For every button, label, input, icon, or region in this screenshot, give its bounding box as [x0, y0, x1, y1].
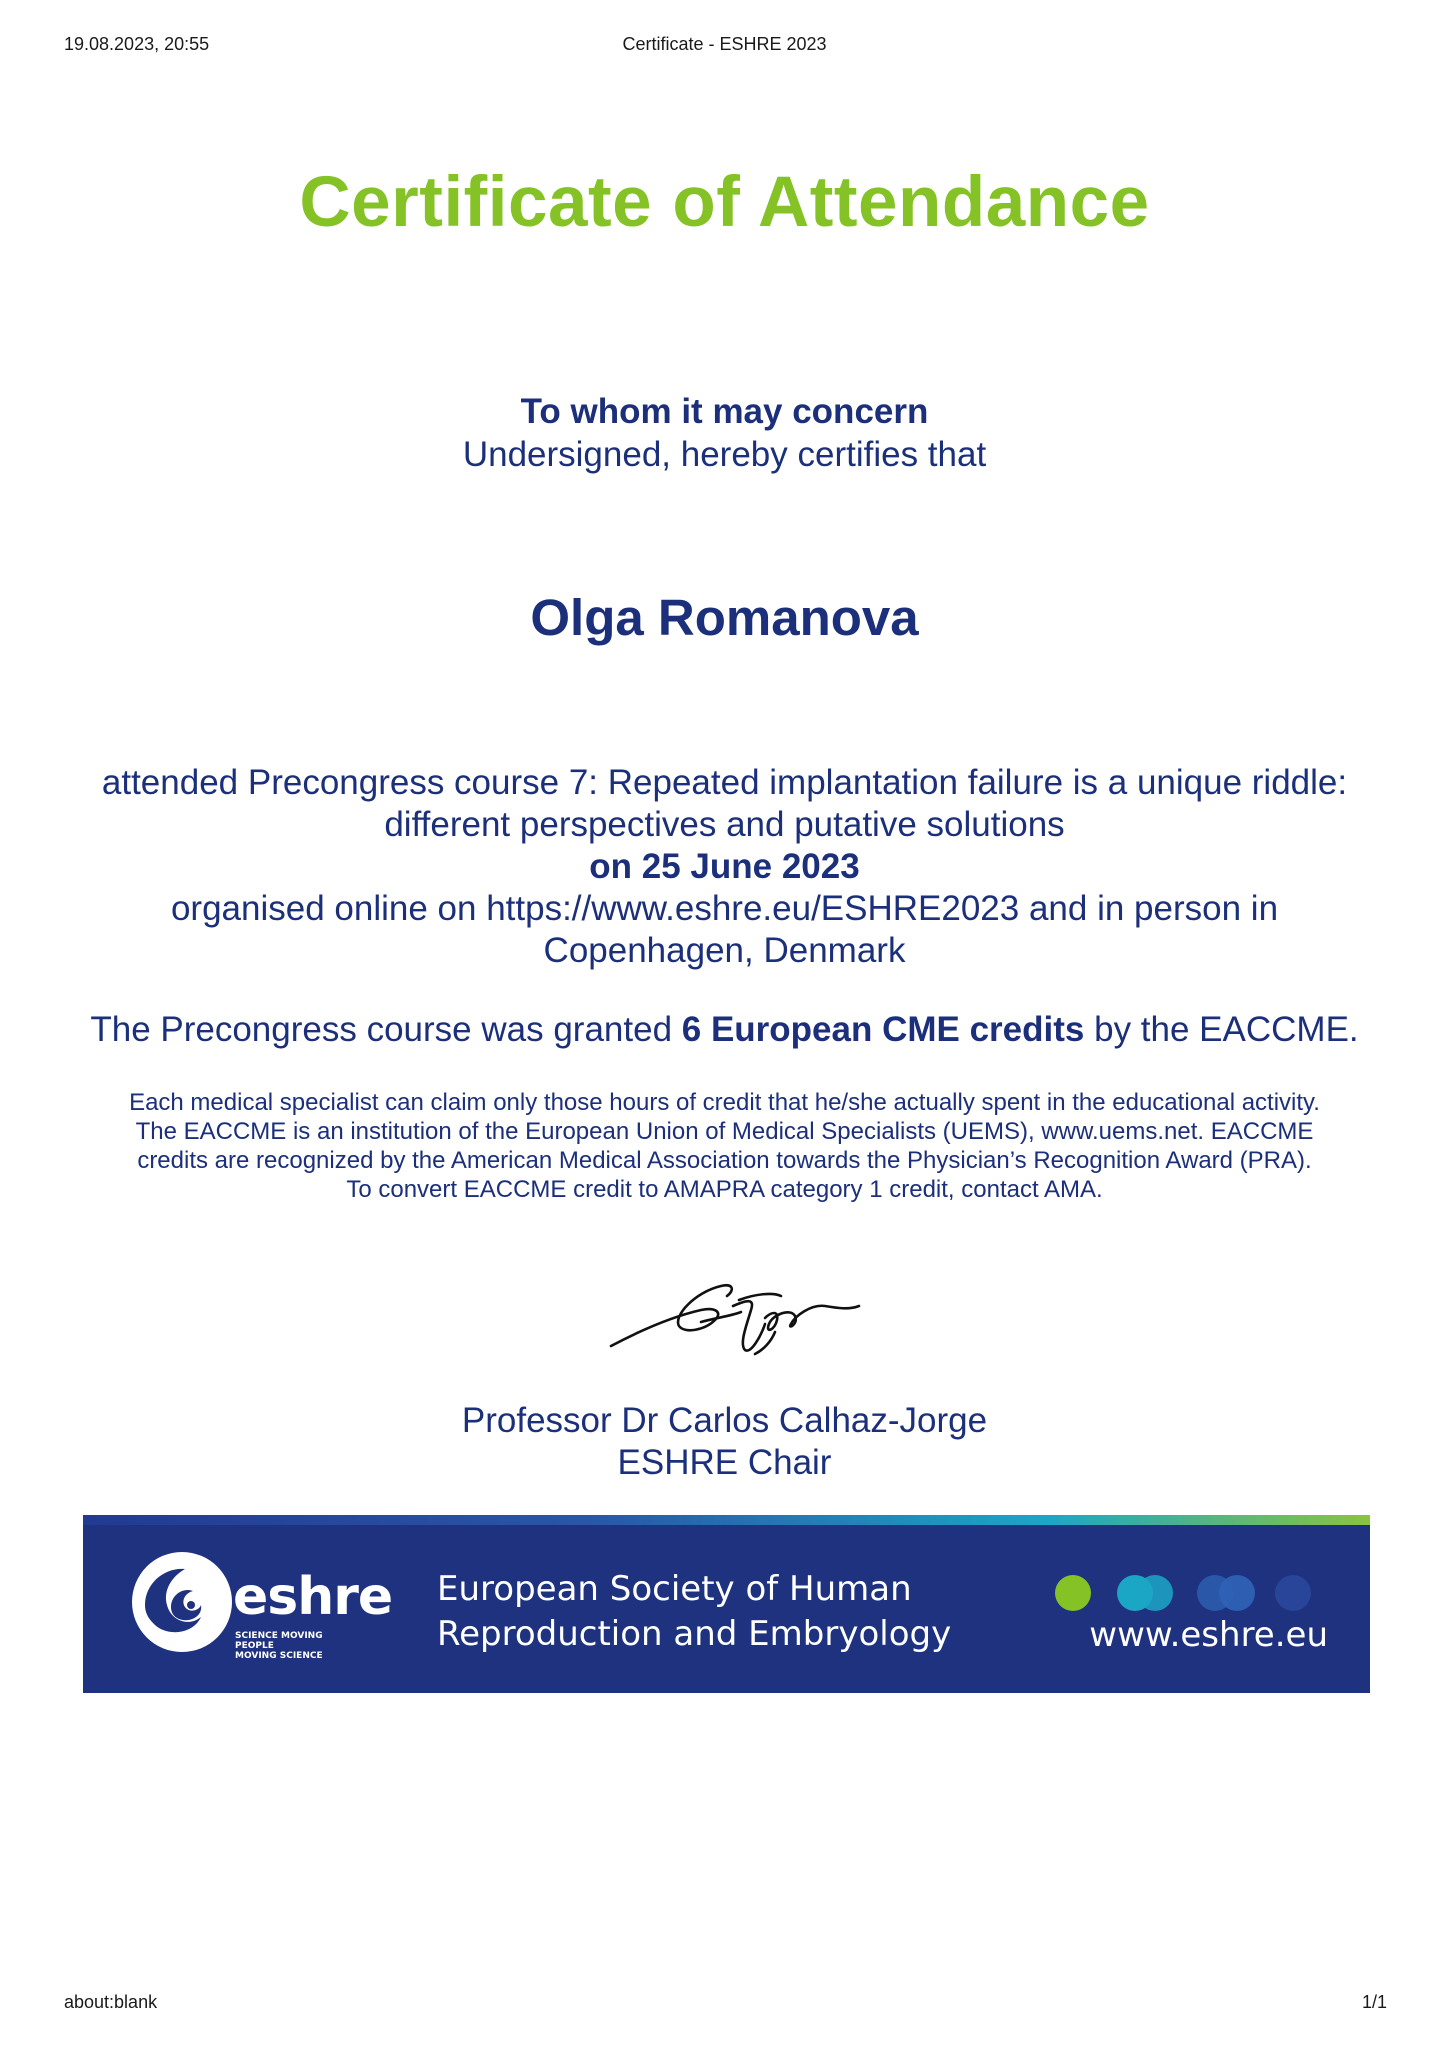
print-header [0, 34, 1449, 64]
logo-tagline-line: SCIENCE MOVING [235, 1631, 323, 1641]
course-line-2: different perspectives and putative solutions [384, 805, 1065, 844]
course-line-1: attended Precongress course 7: Repeated implantation failure is a unique riddle: [101, 763, 1348, 802]
signer-role: ESHRE Chair [617, 1443, 832, 1482]
logo-tagline-line: MOVING SCIENCE [235, 1651, 323, 1661]
logo-wordmark: eshre [233, 1567, 393, 1627]
print-datetime: 19.08.2023, 20:55 [64, 34, 210, 54]
print-footer [0, 1992, 1449, 2022]
venue-line-2: Copenhagen, Denmark [543, 931, 906, 970]
print-page-number: 1/1 [1361, 1992, 1387, 2012]
society-name [437, 1567, 951, 1657]
banner-gradient-stripe [83, 1515, 1370, 1525]
signer-name: Professor Dr Carlos Calhaz-Jorge [461, 1401, 988, 1440]
credits-statement [0, 1010, 1449, 1050]
society-line-2: Reproduction and Embryology [437, 1614, 952, 1654]
print-doc-title: Certificate - ESHRE 2023 [622, 34, 827, 54]
decorative-dots-icon [1053, 1573, 1353, 1613]
society-line-1: European Society of Human [437, 1569, 912, 1609]
website-text: www.eshre.eu [1089, 1615, 1328, 1655]
course-date: on 25 June 2023 [589, 847, 860, 886]
signer-block [0, 1400, 1449, 1484]
eshre-logo [127, 1547, 393, 1661]
intro-text: Undersigned, hereby certifies that [462, 435, 987, 474]
credits-suffix: by the EACCME. [1084, 1010, 1359, 1049]
attendee-name: Olga Romanova [530, 589, 919, 646]
fineprint [60, 1088, 1389, 1204]
fineprint-line: To convert EACCME credit to AMAPRA category 1 credit, contact AMA. [346, 1176, 1103, 1203]
certificate-title: Certificate of Attendance [299, 163, 1150, 242]
fineprint-line: credits are recognized by the American Medical Association towards the Physician’s Recognition Award (PRA). [137, 1147, 1312, 1174]
eshre-banner [83, 1515, 1370, 1693]
course-description [60, 762, 1389, 972]
salutation: To whom it may concern [520, 392, 929, 431]
credits-prefix: The Precongress course was granted [90, 1010, 682, 1049]
fineprint-line: The EACCME is an institution of the European Union of Medical Specialists (UEMS), www.uems.net. EACCME [135, 1118, 1314, 1145]
venue-line-1: organised online on https://www.eshre.eu/ESHRE2023 and in person in [170, 889, 1279, 928]
eshre-wave-icon [127, 1547, 237, 1657]
signature-image [605, 1270, 865, 1360]
fineprint-line: Each medical specialist can claim only those hours of credit that he/she actually spent in the educational activity. [129, 1089, 1320, 1116]
logo-tagline-line: PEOPLE [235, 1641, 274, 1651]
logo-tagline [235, 1631, 323, 1661]
credits-amount: 6 European CME credits [681, 1010, 1085, 1049]
print-url: about:blank [64, 1992, 158, 2012]
